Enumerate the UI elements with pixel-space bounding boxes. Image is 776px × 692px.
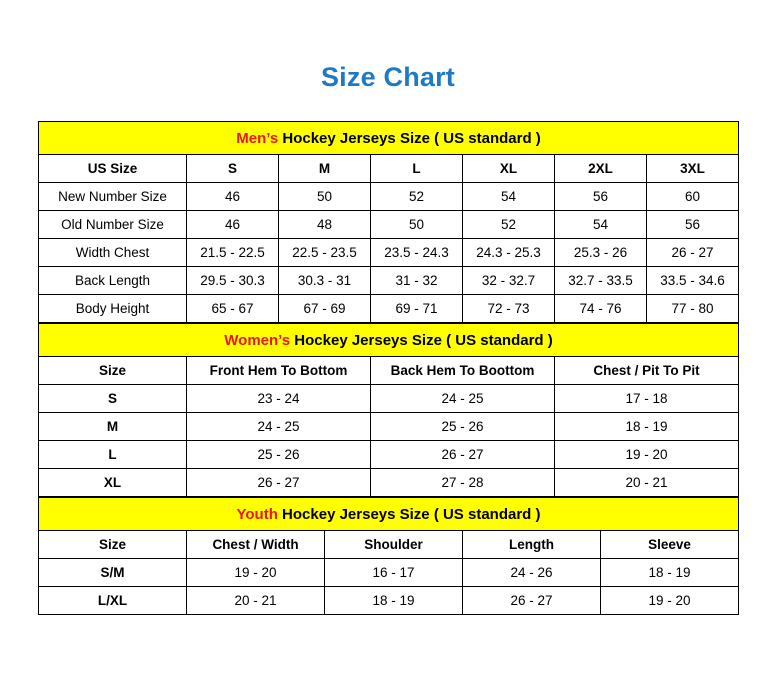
column-header: S bbox=[187, 155, 279, 183]
table-row bbox=[39, 183, 739, 211]
table-cell: 74 - 76 bbox=[555, 295, 647, 323]
table-row bbox=[39, 441, 739, 469]
table-cell: 19 - 20 bbox=[187, 559, 325, 587]
table-cell: 46 bbox=[187, 211, 279, 239]
table-cell: 20 - 21 bbox=[555, 469, 739, 497]
band-accent-label: Women’s bbox=[224, 331, 291, 349]
table-band-row bbox=[39, 498, 739, 531]
table-cell: 19 - 20 bbox=[555, 441, 739, 469]
band-accent-label: Men’s bbox=[236, 129, 279, 147]
column-header: Size bbox=[39, 531, 187, 559]
table-cell: 24 - 25 bbox=[187, 413, 371, 441]
table-header-row bbox=[39, 531, 739, 559]
table-cell: 29.5 - 30.3 bbox=[187, 267, 279, 295]
table-cell: 24.3 - 25.3 bbox=[463, 239, 555, 267]
table-row bbox=[39, 239, 739, 267]
table-cell: 32.7 - 33.5 bbox=[555, 267, 647, 295]
table-cell: 60 bbox=[647, 183, 739, 211]
table-row bbox=[39, 385, 739, 413]
column-header: Back Hem To Boottom bbox=[371, 357, 555, 385]
table-cell: 50 bbox=[371, 211, 463, 239]
mens-band-title bbox=[39, 122, 739, 155]
column-header: Length bbox=[463, 531, 601, 559]
column-header: Shoulder bbox=[325, 531, 463, 559]
column-header: XL bbox=[463, 155, 555, 183]
column-header: M bbox=[279, 155, 371, 183]
table-cell: 26 - 27 bbox=[187, 469, 371, 497]
table-cell: 67 - 69 bbox=[279, 295, 371, 323]
table-cell: 54 bbox=[463, 183, 555, 211]
table-header-row bbox=[39, 357, 739, 385]
column-header: Front Hem To Bottom bbox=[187, 357, 371, 385]
row-label: M bbox=[39, 413, 187, 441]
page-title: Size Chart bbox=[320, 62, 456, 92]
column-header: Chest / Width bbox=[187, 531, 325, 559]
row-label: S bbox=[39, 385, 187, 413]
band-rest-label: Hockey Jerseys Size ( US standard ) bbox=[278, 129, 541, 147]
table-cell: 17 - 18 bbox=[555, 385, 739, 413]
table-row bbox=[39, 587, 739, 615]
table-cell: 26 - 27 bbox=[647, 239, 739, 267]
table-cell: 56 bbox=[555, 183, 647, 211]
row-label: S/M bbox=[39, 559, 187, 587]
row-label: Back Length bbox=[39, 267, 187, 295]
table-cell: 21.5 - 22.5 bbox=[187, 239, 279, 267]
row-label: L bbox=[39, 441, 187, 469]
table-cell: 22.5 - 23.5 bbox=[279, 239, 371, 267]
table-cell: 24 - 26 bbox=[463, 559, 601, 587]
table-cell: 30.3 - 31 bbox=[279, 267, 371, 295]
table-cell: 56 bbox=[647, 211, 739, 239]
womens-size-table bbox=[38, 323, 739, 497]
mens-size-table bbox=[38, 121, 739, 323]
column-header: Chest / Pit To Pit bbox=[555, 357, 739, 385]
table-row bbox=[39, 295, 739, 323]
table-cell: 46 bbox=[187, 183, 279, 211]
table-cell: 27 - 28 bbox=[371, 469, 555, 497]
table-cell: 25.3 - 26 bbox=[555, 239, 647, 267]
row-label: Body Height bbox=[39, 295, 187, 323]
table-cell: 32 - 32.7 bbox=[463, 267, 555, 295]
table-row bbox=[39, 559, 739, 587]
table-cell: 23 - 24 bbox=[187, 385, 371, 413]
band-accent-label: Youth bbox=[236, 505, 278, 523]
column-header: Size bbox=[39, 357, 187, 385]
table-header-row bbox=[39, 155, 739, 183]
row-label: Width Chest bbox=[39, 239, 187, 267]
table-band-row bbox=[39, 122, 739, 155]
column-header: 3XL bbox=[647, 155, 739, 183]
table-cell: 25 - 26 bbox=[187, 441, 371, 469]
row-label: XL bbox=[39, 469, 187, 497]
table-cell: 69 - 71 bbox=[371, 295, 463, 323]
table-row bbox=[39, 469, 739, 497]
table-row bbox=[39, 211, 739, 239]
row-label: L/XL bbox=[39, 587, 187, 615]
table-cell: 18 - 19 bbox=[555, 413, 739, 441]
table-cell: 19 - 20 bbox=[601, 587, 739, 615]
column-header: L bbox=[371, 155, 463, 183]
row-label: Old Number Size bbox=[39, 211, 187, 239]
size-tables-container bbox=[38, 121, 738, 615]
table-cell: 20 - 21 bbox=[187, 587, 325, 615]
table-cell: 48 bbox=[279, 211, 371, 239]
table-cell: 72 - 73 bbox=[463, 295, 555, 323]
table-cell: 54 bbox=[555, 211, 647, 239]
table-cell: 65 - 67 bbox=[187, 295, 279, 323]
table-cell: 24 - 25 bbox=[371, 385, 555, 413]
table-cell: 16 - 17 bbox=[325, 559, 463, 587]
table-cell: 25 - 26 bbox=[371, 413, 555, 441]
table-cell: 23.5 - 24.3 bbox=[371, 239, 463, 267]
column-header: Sleeve bbox=[601, 531, 739, 559]
band-rest-label: Hockey Jerseys Size ( US standard ) bbox=[290, 331, 553, 349]
womens-band-title bbox=[39, 324, 739, 357]
row-label: New Number Size bbox=[39, 183, 187, 211]
table-row bbox=[39, 267, 739, 295]
column-header: US Size bbox=[39, 155, 187, 183]
table-cell: 31 - 32 bbox=[371, 267, 463, 295]
table-cell: 52 bbox=[371, 183, 463, 211]
youth-band-title bbox=[39, 498, 739, 531]
table-cell: 18 - 19 bbox=[601, 559, 739, 587]
table-row bbox=[39, 413, 739, 441]
table-cell: 26 - 27 bbox=[463, 587, 601, 615]
table-band-row bbox=[39, 324, 739, 357]
table-cell: 77 - 80 bbox=[647, 295, 739, 323]
table-cell: 33.5 - 34.6 bbox=[647, 267, 739, 295]
table-cell: 26 - 27 bbox=[371, 441, 555, 469]
table-cell: 52 bbox=[463, 211, 555, 239]
table-cell: 50 bbox=[279, 183, 371, 211]
band-rest-label: Hockey Jerseys Size ( US standard ) bbox=[277, 505, 541, 523]
table-cell: 18 - 19 bbox=[325, 587, 463, 615]
youth-size-table bbox=[38, 497, 739, 615]
column-header: 2XL bbox=[555, 155, 647, 183]
